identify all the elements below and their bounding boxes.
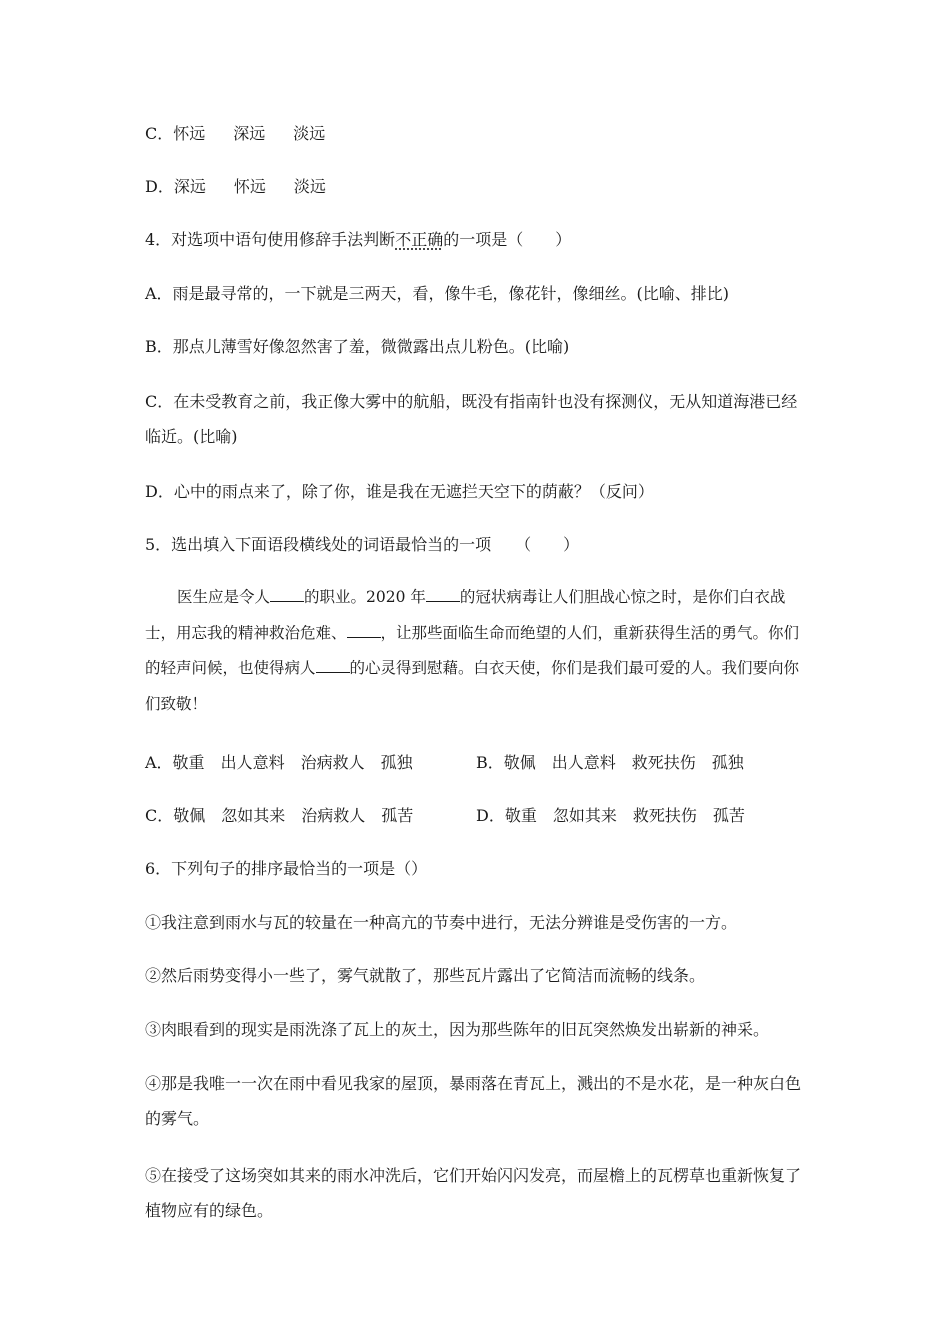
q5-blank-4 [316,658,350,673]
q5-option-d-word4: 孤苦 [712,806,745,825]
q5-option-b-word3: 救死扶伤 [631,753,696,772]
q5-option-a-word2: 出人意料 [220,753,285,772]
q6-sentence-1: ①我注意到雨水与瓦的较量在一种高亢的节奏中进行，无法分辨谁是受伤害的一方。 [145,913,738,932]
q6-sentence-3: ③肉眼看到的现实是雨洗涤了瓦上的灰土，因为那些陈年的旧瓦突然焕发出崭新的神采。 [145,1020,770,1039]
q5-option-a-word4: 孤独 [380,753,413,772]
q5-option-a [145,753,413,772]
q5-blank-3 [347,623,381,638]
q5-option-d-word2: 忽如其来 [552,806,617,825]
q5-options-row-1 [145,752,810,774]
q3-option-d-word3: 淡远 [293,177,326,196]
q5-option-b-label: B．敬佩 [476,753,536,772]
q5-option-c [145,806,413,825]
q5-option-a-label: A．敬重 [145,753,205,772]
q5-option-b [476,752,744,774]
q4-option-c: C．在未受教育之前，我正像大雾中的航船，既没有指南针也没有探测仪，无从知道海港已经临近。(比喻) [145,392,798,446]
q3-option-c-word3: 淡远 [293,124,326,143]
q6-stem: 6．下列句子的排序最恰当的一项是（） [145,859,428,878]
q6-sentence-5: ⑤在接受了这场突如其来的雨水冲洗后，它们开始闪闪发亮，而屋檐上的瓦楞草也重新恢复了植物应有的绿色。 [145,1166,802,1220]
q5-option-d-word3: 救死扶伤 [632,806,697,825]
q5-option-b-word4: 孤独 [711,753,744,772]
q5-passage-part2: 的职业。2020 年 [304,588,426,606]
q5-passage-part1: 医生应是令人 [177,588,271,606]
q3-option-d-word2: 怀远 [233,177,266,196]
q5-option-c-label: C．敬佩 [145,806,206,825]
q5-option-d [476,805,745,827]
q5-options-row-2 [145,805,810,827]
q5-passage-part3: 的冠状病毒让人们胆战心惊之时，是你们白衣战士，用忘我的精神救治危难、 [145,588,786,642]
q4-stem-prefix: 4．对选项中语句使用修辞手法判断 [145,230,396,249]
q5-option-b-word2: 出人意料 [551,753,616,772]
q4-option-d: D．心中的雨点来了，除了你，谁是我在无遮拦天空下的荫蔽？（反问） [145,482,654,501]
q5-stem: 5．选出填入下面语段横线处的词语最恰当的一项 （ ） [145,535,580,554]
q6-sentence-2: ②然后雨势变得小一些了，雾气就散了，那些瓦片露出了它简洁而流畅的线条。 [145,966,706,985]
q5-blank-1 [270,587,304,602]
q4-stem-emphasis: 不正确 [395,230,444,249]
q3-option-c-word2: 深远 [233,124,266,143]
q5-passage-part5: 的心灵得到慰藉。白衣天使，你们是我们最可爱的人。我们要向你们致敬！ [145,659,800,713]
q5-blank-2 [426,587,460,602]
q4-stem [145,229,571,251]
q3-option-c [145,123,325,145]
q3-option-d-label: D．深远 [145,177,206,196]
q5-option-a-word3: 治病救人 [300,753,365,772]
q5-option-c-word4: 孤苦 [381,806,414,825]
q4-option-b: B．那点儿薄雪好像忽然害了羞，微微露出点儿粉色。(比喻) [145,337,570,356]
q3-option-d [145,176,326,198]
q4-option-a: A．雨是最寻常的，一下就是三两天，看，像牛毛，像花针，像细丝。(比喻、排比) [145,284,730,303]
q6-sentence-4: ④那是我唯一一次在雨中看见我家的屋顶，暴雨落在青瓦上，溅出的不是水花，是一种灰白色的雾气。 [145,1074,802,1128]
q5-passage [145,580,810,722]
q5-option-d-label: D．敬重 [476,806,537,825]
q5-option-c-word3: 治病救人 [301,806,366,825]
q4-stem-suffix: 的一项是（ ） [443,230,572,249]
q5-passage-part4: ，让那些面临生命而绝望的人们，重新获得生活的勇气。你们的轻声问候，也使得病人 [145,623,800,677]
q3-option-c-label: C．怀远 [145,124,206,143]
q5-option-c-word2: 忽如其来 [221,806,286,825]
